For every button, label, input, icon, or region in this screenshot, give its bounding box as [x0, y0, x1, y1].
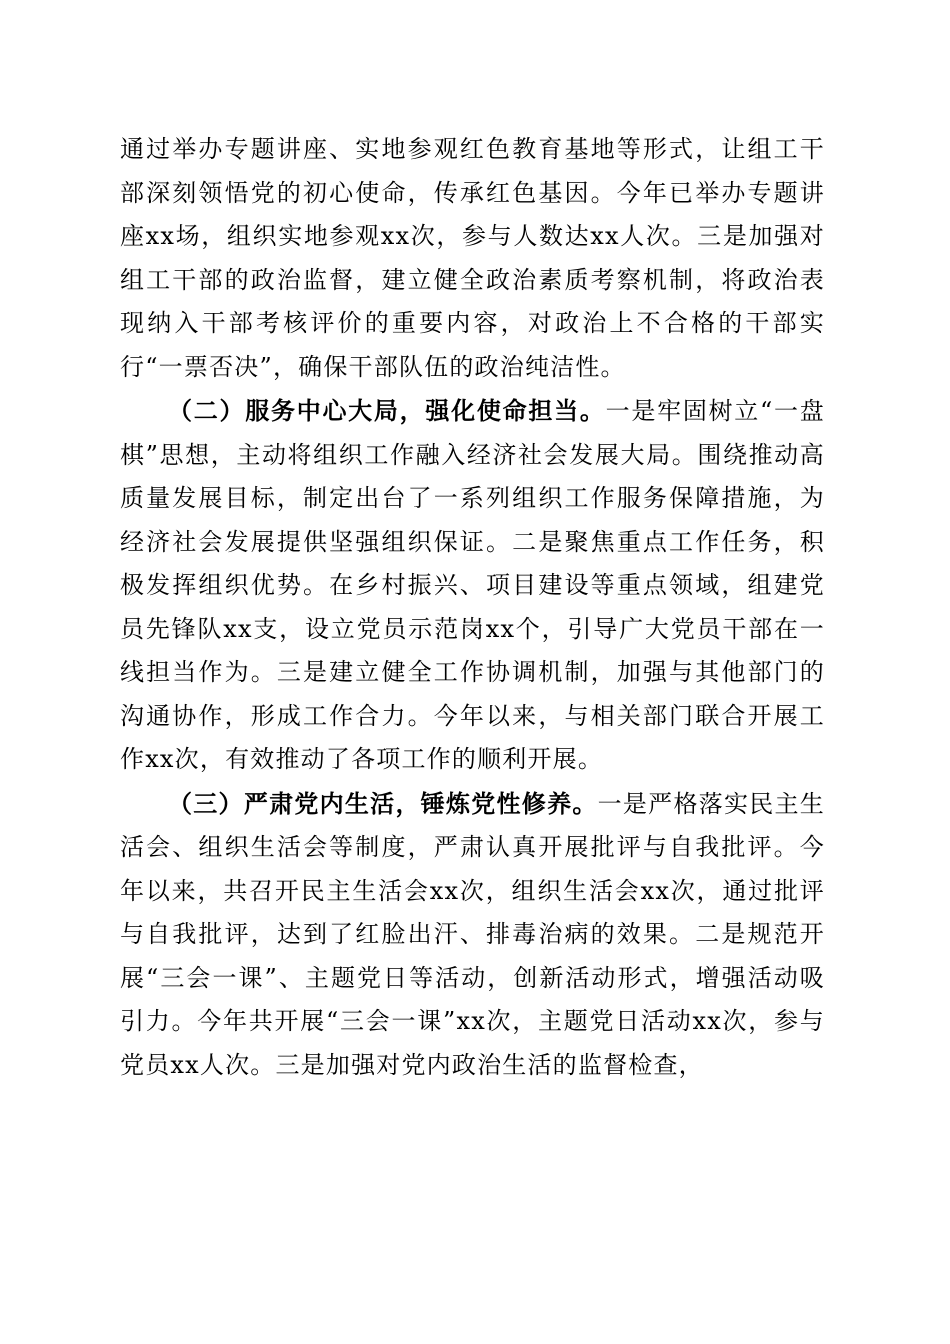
- section-2-text: 一是牢固树立“一盘棋”思想，主动将组织工作融入经济社会发展大局。围绕推动高质量发展目标，制定出台了一系列组织工作服务保障措施，为经济社会发展提供坚强组织保证。二是聚焦重点工作任务，积极发挥组织优势。在乡村振兴、项目建设等重点领域，组建党员先锋队xx支，设立党员示范岗xx个，引导广大党员干部在一线担当作为。三是建立健全工作协调机制，加强与其他部门的沟通协作，形成工作合力。今年以来，与相关部门联合开展工作xx次，有效推动了各项工作的顺利开展。: [120, 397, 825, 773]
- section-2-heading: （二）服务中心大局，强化使命担当。: [168, 396, 606, 425]
- paragraph-section-2: [120, 389, 825, 782]
- document-page: [120, 128, 825, 1087]
- paragraph-continuation: [120, 128, 825, 389]
- paragraph-1-text: 通过举办专题讲座、实地参观红色教育基地等形式，让组工干部深刻领悟党的初心使命，传承红色基因。今年已举办专题讲座xx场，组织实地参观xx次，参与人数达xx人次。三是加强对组工干部的政治监督，建立健全政治素质考察机制，将政治表现纳入干部考核评价的重要内容，对政治上不合格的干部实行“一票否决”，确保干部队伍的政治纯洁性。: [120, 135, 825, 381]
- section-3-heading: （三）严肃党内生活，锤炼党性修养。: [168, 788, 598, 818]
- paragraph-section-3: [120, 782, 825, 1088]
- section-3-text: 一是严格落实民主生活会、组织生活会等制度，严肃认真开展批评与自我批评。今年以来，共召开民主生活会xx次，组织生活会xx次，通过批评与自我批评，达到了红脸出汗、排毒治病的效果。二是规范开展“三会一课”、主题党日等活动，创新活动形式，增强活动吸引力。今年共开展“三会一课”xx次，主题党日活动xx次，参与党员xx人次。三是加强对党内政治生活的监督检查，: [120, 789, 825, 1079]
